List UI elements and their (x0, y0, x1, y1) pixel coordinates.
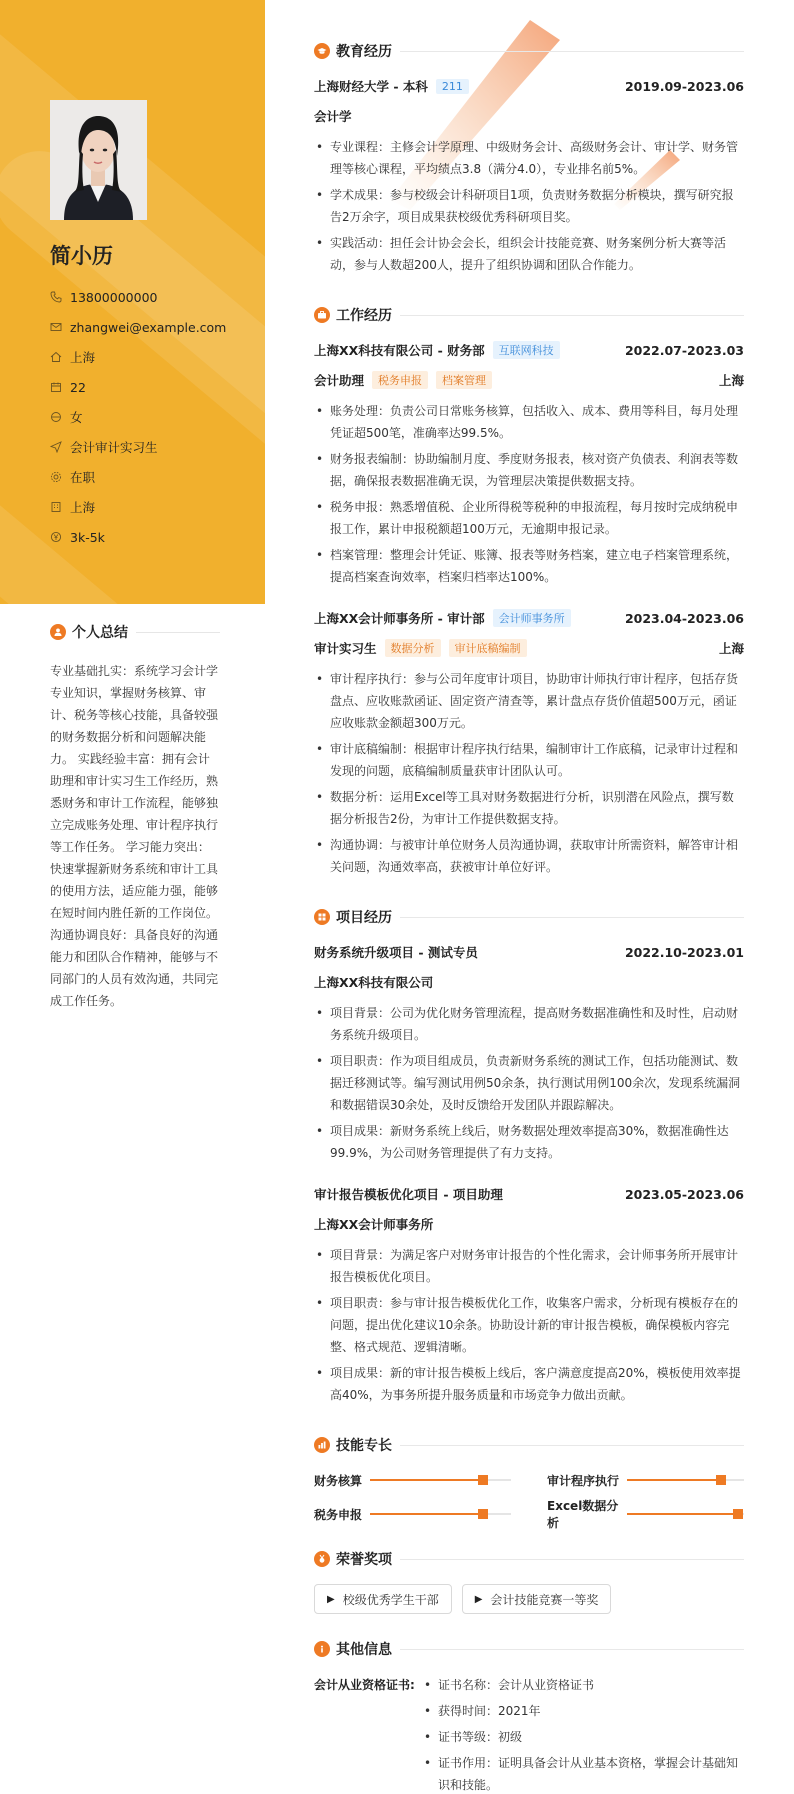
list-item: • 财务报表编制：协助编制月度、季度财务报表，核对资产负债表、利润表等数据，确保报表数据准确无误，为管理层决策提供数据支持。 (314, 448, 744, 492)
medal-icon (314, 1551, 330, 1567)
skill-name: 审计程序执行 (547, 1473, 620, 1488)
send-icon (50, 441, 70, 453)
portrait-icon (50, 100, 147, 220)
skill-tag: 档案管理 (436, 371, 492, 389)
skill-bar-fill (627, 1479, 721, 1481)
skill-bar-knob (478, 1509, 488, 1519)
info-age-value: 22 (70, 379, 86, 395)
honors-section (314, 1548, 744, 1614)
honors-header (314, 1548, 744, 1570)
status-icon (50, 471, 70, 483)
skill-bar-knob (478, 1475, 488, 1485)
skill-bar (627, 1479, 744, 1481)
list-item: • 项目背景：为满足客户对财务审计报告的个性化需求，会计师事务所开展审计报告模板优化项目。 (314, 1244, 744, 1288)
info-position (50, 432, 226, 462)
honor-badge[interactable] (462, 1584, 612, 1614)
play-icon: ▶ (327, 1593, 335, 1605)
list-item: • 实践活动：担任会计协会会长，组织会计技能竞赛、财务案例分析大赛等活动，参与人数超200人，提升了组织协调和团队合作能力。 (314, 232, 744, 276)
skill-tag: 数据分析 (385, 639, 441, 657)
skill-item (547, 1499, 744, 1530)
contact-info-list (50, 282, 226, 552)
skill-bar-fill (370, 1479, 483, 1481)
divider (400, 51, 744, 52)
project-name: 审计报告模板优化项目 - 项目助理 (314, 1187, 503, 1202)
list-item: • 项目背景：公司为优化财务管理流程，提高财务数据准确性和及时性，启动财务系统升级项目。 (314, 1002, 744, 1046)
info-salary-value: 3k-5k (70, 529, 105, 545)
list-item: • 账务处理：负责公司日常账务核算，包括收入、成本、费用等科目，每月处理凭证超500笔，准确率达99.5%。 (314, 400, 744, 444)
list-item: • 专业课程：主修会计学原理、中级财务会计、高级财务会计、审计学、财务管理等核心课程，平均绩点3.8（满分4.0），专业排名前5%。 (314, 136, 744, 180)
phone-icon (50, 291, 70, 303)
project-date: 2023.05-2023.06 (624, 1186, 744, 1202)
info-gender (50, 402, 226, 432)
skill-bar (370, 1479, 511, 1481)
graduation-cap-icon (314, 43, 330, 59)
grid-icon (314, 909, 330, 925)
list-item: • 审计底稿编制：根据审计程序执行结果，编制审计工作底稿，记录审计过程和发现的问题，底稿编制质量获审计团队认可。 (314, 738, 744, 782)
divider (400, 315, 744, 316)
work-bullets (314, 668, 744, 878)
work-header (314, 304, 744, 326)
list-item: • 获得时间：2021年 (422, 1700, 744, 1722)
summary-header (50, 622, 220, 642)
list-item: • 项目职责：参与审计报告模板优化工作，收集客户需求，分析现有模板存在的问题，提出优化建议10余条。协助设计新的审计报告模板，确保模板内容完整、格式规范、逻辑清晰。 (314, 1292, 744, 1358)
education-entry (314, 76, 744, 276)
projects-section (314, 906, 744, 1406)
education-bullets (314, 136, 744, 276)
job-role: 审计实习生 (314, 641, 377, 656)
industry-tag: 互联网科技 (493, 341, 560, 359)
skill-bar (370, 1513, 511, 1515)
other-title: 其他信息 (336, 1642, 392, 1658)
list-item: • 项目职责：作为项目组成员，负责新财务系统的测试工作，包括功能测试、数据迁移测试等。编写测试用例50余条，执行测试用例100余次，发现系统漏洞和数据错误30余处，及时反馈给开发团队并跟踪解决。 (314, 1050, 744, 1116)
skill-name: 税务申报 (314, 1507, 363, 1522)
list-item: • 学术成果：参与校级会计科研项目1项，负责财务数据分析模块，撰写研究报告2万余字，项目成果获校级优秀科研项目奖。 (314, 184, 744, 228)
info-status (50, 462, 226, 492)
candidate-name: 简小历 (50, 244, 113, 268)
skill-name: 财务核算 (314, 1473, 363, 1488)
info-salary (50, 522, 226, 552)
honor-label: 校级优秀学生干部 (342, 1592, 439, 1607)
job-city: 上海 (718, 641, 744, 656)
briefcase-icon (314, 307, 330, 323)
info-phone (50, 282, 226, 312)
list-item: • 沟通协调：与被审计单位财务人员沟通协调，获取审计所需资料，解答审计相关问题，沟通效率高，获被审计单位好评。 (314, 834, 744, 878)
work-title: 工作经历 (336, 308, 392, 324)
industry-tag: 会计师事务所 (493, 609, 571, 627)
info-city-value: 上海 (70, 350, 96, 365)
avatar (50, 100, 147, 220)
education-section (314, 40, 744, 276)
projects-header (314, 906, 744, 928)
company-name: 上海XX会计师事务所 - 审计部 (314, 611, 485, 626)
work-entry (314, 608, 744, 878)
project-bullets (314, 1244, 744, 1406)
work-bullets (314, 400, 744, 588)
skill-tag: 税务申报 (372, 371, 428, 389)
salary-icon (50, 531, 70, 543)
skill-item (547, 1470, 744, 1490)
other-section (314, 1638, 744, 1794)
gender-icon (50, 411, 70, 423)
project-date: 2022.10-2023.01 (624, 944, 744, 960)
skills-header (314, 1434, 744, 1456)
certificate-block (314, 1674, 744, 1794)
resume-main (314, 40, 744, 1794)
job-city: 上海 (718, 373, 744, 388)
list-item: • 项目成果：新的审计报告模板上线后，客户满意度提高20%，模板使用效率提高40%，为事务所提升服务质量和市场竞争力做出贡献。 (314, 1362, 744, 1406)
user-icon (50, 624, 66, 640)
list-item: • 审计程序执行：参与公司年度审计项目，协助审计师执行审计程序，包括存货盘点、应收账款函证、固定资产清查等，累计盘点存货价值超500万元，函证应收账款金额超300万元。 (314, 668, 744, 734)
list-item: • 项目成果：新财务系统上线后，财务数据处理效率提高30%，数据准确性达99.9%，为公司财务管理提供了有力支持。 (314, 1120, 744, 1164)
info-location (50, 492, 226, 522)
project-name: 财务系统升级项目 - 测试专员 (314, 945, 478, 960)
summary-title: 个人总结 (72, 625, 128, 641)
project-org: 上海XX科技有限公司 (314, 975, 434, 990)
work-date: 2022.07-2023.03 (624, 342, 744, 358)
divider (400, 1559, 744, 1560)
info-gender-value: 女 (70, 410, 83, 425)
divider (400, 917, 744, 918)
skill-bar-fill (627, 1513, 738, 1515)
list-item: • 税务申报：熟悉增值税、企业所得税等税种的申报流程，每月按时完成纳税申报工作，累计申报税额超100万元，无逾期申报记录。 (314, 496, 744, 540)
honors-title: 荣誉奖项 (336, 1552, 392, 1568)
project-org: 上海XX会计师事务所 (314, 1217, 434, 1232)
skill-bar-knob (716, 1475, 726, 1485)
skill-item (314, 1470, 511, 1490)
skills-grid (314, 1470, 744, 1530)
info-position-value: 会计审计实习生 (70, 440, 158, 455)
chart-icon (314, 1437, 330, 1453)
work-date: 2023.04-2023.06 (624, 610, 744, 626)
list-item: • 数据分析：运用Excel等工具对财务数据进行分析，识别潜在风险点，撰写数据分析报告2份，为审计工作提供数据支持。 (314, 786, 744, 830)
list-item: • 证书等级：初级 (422, 1726, 744, 1748)
certificate-bullets (422, 1674, 744, 1794)
honors-list (314, 1584, 744, 1614)
info-email-value[interactable]: zhangwei@example.com (70, 319, 227, 335)
skill-bar-knob (733, 1509, 743, 1519)
certificate-label: 会计从业资格证书: (314, 1678, 415, 1692)
skill-bar-fill (370, 1513, 483, 1515)
school-tag: 211 (436, 79, 469, 94)
projects-title: 项目经历 (336, 910, 392, 926)
list-item: • 证书名称：会计从业资格证书 (422, 1674, 744, 1696)
home-icon (50, 351, 70, 363)
project-entry (314, 942, 744, 1164)
skill-tag: 审计底稿编制 (449, 639, 527, 657)
calendar-icon (50, 381, 70, 393)
building-icon (50, 501, 70, 513)
info-email (50, 312, 226, 342)
work-entry (314, 340, 744, 588)
other-header (314, 1638, 744, 1660)
info-city (50, 342, 226, 372)
list-item: • 证书作用：证明具备会计从业基本资格，掌握会计基础知识和技能。 (422, 1752, 744, 1794)
info-icon (314, 1641, 330, 1657)
job-role: 会计助理 (314, 373, 365, 388)
play-icon: ▶ (474, 1593, 483, 1605)
company-name: 上海XX科技有限公司 - 财务部 (314, 343, 485, 358)
list-item: • 档案管理：整理会计凭证、账簿、报表等财务档案，建立电子档案管理系统，提高档案查询效率，档案归档率达100%。 (314, 544, 744, 588)
sidebar-header (0, 0, 265, 604)
project-bullets (314, 1002, 744, 1164)
mail-icon (50, 321, 70, 333)
info-phone-value[interactable]: 13800000000 (70, 289, 158, 305)
education-date: 2019.09-2023.06 (624, 78, 744, 94)
divider (400, 1649, 744, 1650)
honor-label: 会计技能竞赛一等奖 (490, 1592, 599, 1607)
project-entry (314, 1184, 744, 1406)
info-location-value: 上海 (70, 500, 96, 515)
summary-text: 专业基础扎实：系统学习会计学专业知识，掌握财务核算、审计、税务等核心技能，具备较强的财务数据分析和问题解决能力。 实践经验丰富：拥有会计助理和审计实习生工作经历，熟悉财务和审计工作流程，能够独立完成账务处理、审计程序执行等工作任务。 学习能力突出：快速掌握新财务系统和审计工具的使用方法，适应能力强，能够在短时间内胜任新的工作岗位。 沟通协调良好：具备良好的沟通能力和团队合作精神，能够与不同部门的人员有效沟通，共同完成工作任务。 (50, 664, 219, 1008)
personal-summary (50, 622, 220, 1012)
education-title: 教育经历 (336, 44, 392, 60)
school-name: 上海财经大学 - 本科 (314, 79, 428, 94)
info-status-value: 在职 (70, 470, 96, 485)
major: 会计学 (314, 109, 352, 124)
skills-title: 技能专长 (336, 1438, 392, 1454)
skill-item (314, 1504, 511, 1524)
skill-name: Excel数据分析 (547, 1499, 619, 1530)
divider (400, 1445, 744, 1446)
work-section (314, 304, 744, 878)
education-header (314, 40, 744, 62)
skills-section (314, 1434, 744, 1530)
info-age (50, 372, 226, 402)
skill-bar (627, 1513, 744, 1515)
honor-badge[interactable] (314, 1584, 452, 1614)
